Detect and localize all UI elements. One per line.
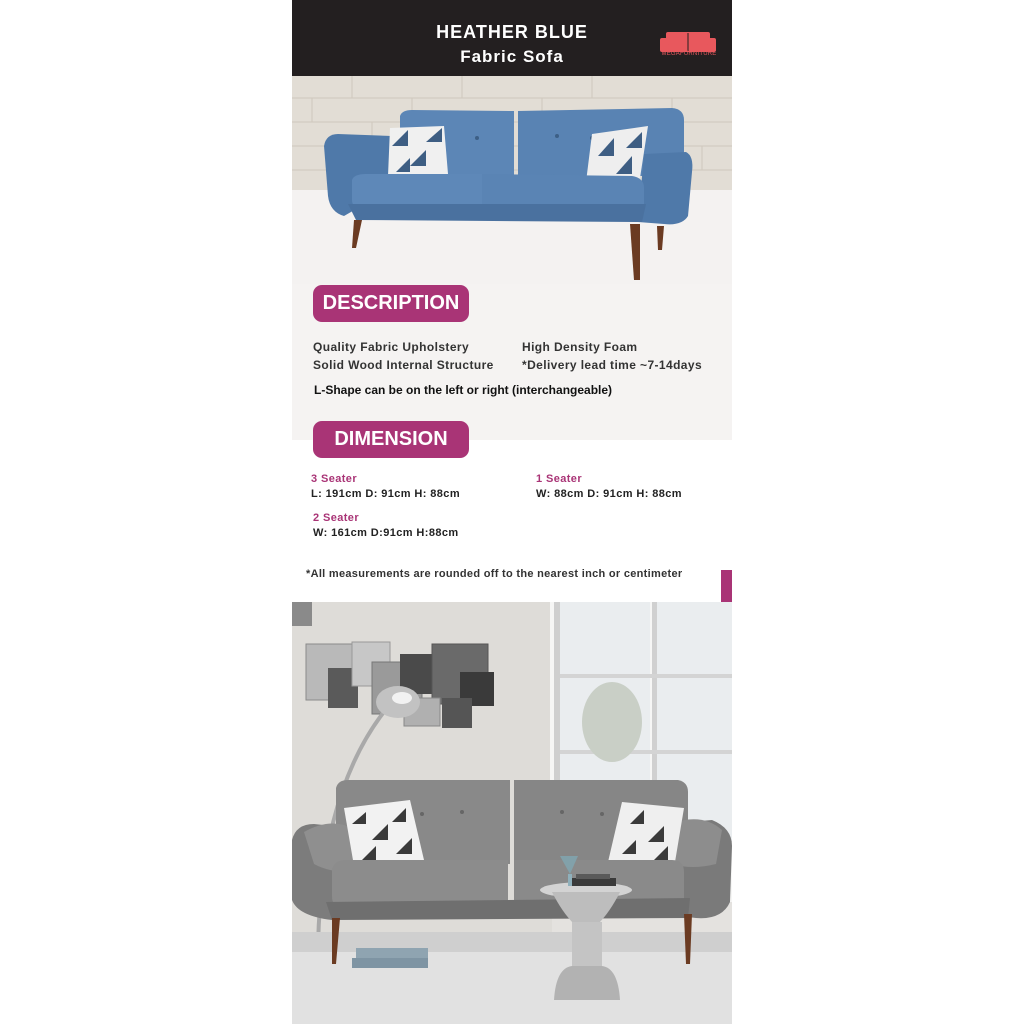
feature-item: High Density Foam bbox=[522, 340, 638, 354]
product-title: HEATHER BLUE bbox=[436, 22, 588, 42]
one-seater-dimensions: W: 88cm D: 91cm H: 88cm bbox=[536, 488, 682, 500]
grey-sofa-room-image bbox=[292, 602, 732, 1024]
logo-text: MEGAFURNITURE bbox=[661, 51, 717, 57]
product-panel bbox=[292, 0, 732, 1024]
three-seater-dimensions: L: 191cm D: 91cm H: 88cm bbox=[311, 488, 460, 500]
description-heading: DESCRIPTION bbox=[313, 285, 469, 322]
header-bar bbox=[292, 0, 732, 76]
product-subtitle: Fabric Sofa bbox=[460, 47, 564, 66]
one-seater-label: 1 Seater bbox=[536, 473, 583, 485]
feature-item: Solid Wood Internal Structure bbox=[313, 358, 494, 372]
two-seater-label: 2 Seater bbox=[313, 512, 360, 524]
feature-item: Quality Fabric Upholstery bbox=[313, 340, 470, 354]
three-seater-label: 3 Seater bbox=[311, 473, 358, 485]
blue-sofa-image bbox=[292, 76, 732, 284]
l-shape-note: L-Shape can be on the left or right (interchangeable) bbox=[314, 383, 613, 397]
dimension-heading: DIMENSION bbox=[313, 421, 469, 458]
two-seater-dimensions: W: 161cm D:91cm H:88cm bbox=[313, 527, 459, 539]
measurement-footnote: *All measurements are rounded off to the nearest inch or centimeter bbox=[306, 568, 683, 580]
feature-item: *Delivery lead time ~7-14days bbox=[522, 358, 703, 372]
